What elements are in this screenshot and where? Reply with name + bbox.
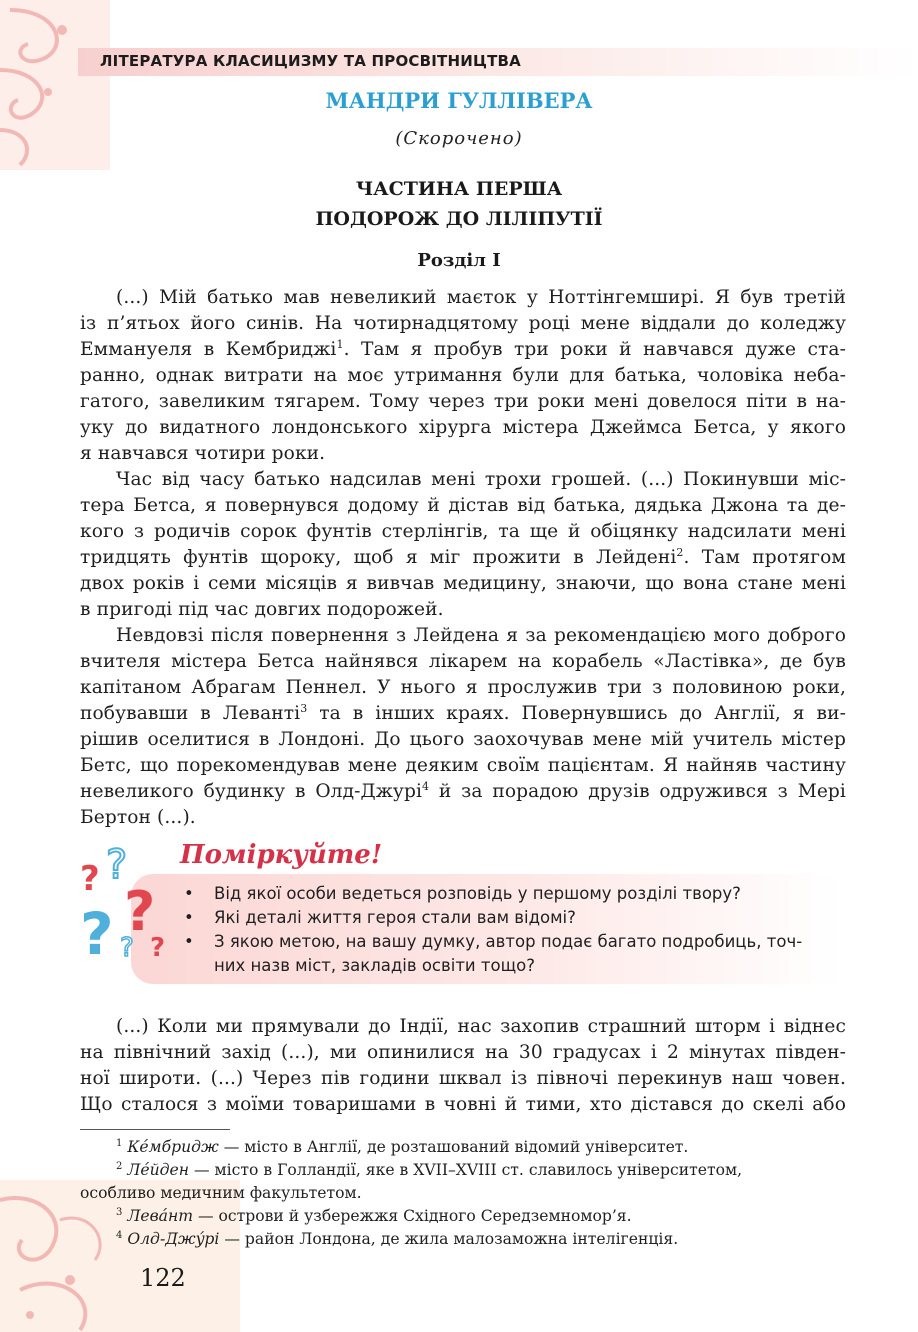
footnote xyxy=(80,1228,846,1251)
question-text: них назв міст, закладів освіти тощо? xyxy=(214,956,535,975)
footnote-ref: 2 xyxy=(676,545,684,559)
bullet: • xyxy=(184,932,194,951)
text-line: вчителя містера Бетса найнявся лікарем на корабель «Ластівка», де був xyxy=(80,651,846,672)
text-fragment: та в інших краях. Повернувшись до Англії, я ви- xyxy=(307,703,846,724)
text-line: Бетс, що порекомендував мене деяким своїм пацієнтам. Я найняв частину xyxy=(80,755,846,776)
list-item xyxy=(184,930,802,954)
footnote xyxy=(80,1205,846,1228)
text-line xyxy=(80,701,846,727)
svg-text:?: ? xyxy=(80,900,114,968)
svg-text:?: ? xyxy=(124,880,156,943)
text-line: на північний захід (...), ми опинилися на 30 градусах і 2 мінутах півден- xyxy=(80,1042,846,1063)
text-fragment: невеликого будинку в Олд-Джурі xyxy=(80,781,423,802)
svg-text:?: ? xyxy=(80,859,100,899)
text-line: кого з родичів сорок фунтів стерлінгів, та ще й обіцянку надсилати мені xyxy=(80,521,846,542)
text-line: Бертон (...). xyxy=(80,807,196,828)
subtitle: (Скорочено) xyxy=(395,128,523,149)
text-fragment: тридцять фунтів щороку, щоб я міг прожити в Лейдені xyxy=(80,547,677,568)
text-line: гатого, завеликим тягарем. Тому через три роки мені довелося піти в на- xyxy=(80,391,846,412)
running-header xyxy=(78,48,918,76)
text-fragment: . Там протягом xyxy=(683,547,846,568)
svg-text:?: ? xyxy=(150,933,166,963)
text-line: Невдовзі після повернення з Лейдена я за рекомендацією мого доброго xyxy=(116,625,846,646)
footnotes xyxy=(80,1136,846,1251)
text-line xyxy=(80,545,846,571)
part-heading-line2: ПОДОРОЖ ДО ЛІЛІПУТІЇ xyxy=(315,208,603,230)
text-line: із п’ятьох його синів. На чотирнадцятому році мене віддали до коледжу xyxy=(80,313,846,334)
footnote-number: 2 xyxy=(116,1160,123,1172)
paragraph-2 xyxy=(80,467,846,623)
paragraph-3 xyxy=(80,623,846,831)
text-line: (...) Мій батько мав невеликий маєток у Ноттінгемширі. Я був третій xyxy=(116,287,846,308)
chapter-heading: Розділ І xyxy=(417,250,501,271)
text-fragment: . Там я пробув три роки й навчався дуже ста- xyxy=(343,339,846,360)
question-list xyxy=(184,882,802,978)
text-line: я навчався чотири роки. xyxy=(80,443,326,464)
text-line: в пригоді під час довгих подорожей. xyxy=(80,599,444,620)
list-item-continuation xyxy=(184,954,802,978)
text-line: ної широти. (...) Через пів години шквал із півночі перекинув наш човен. xyxy=(80,1068,846,1089)
text-line: Що сталося з моїми товаришами в човні й тими, хто дістався до скелі або xyxy=(80,1094,846,1115)
list-item xyxy=(184,882,802,906)
footnote-term: Кéмбридж xyxy=(127,1138,219,1156)
footnote xyxy=(80,1136,846,1159)
footnote-text: — район Лондона, де жила малозаможна інтелігенція. xyxy=(219,1230,679,1248)
running-header-title: ЛІТЕРАТУРА КЛАСИЦИЗМУ ТА ПРОСВІТНИЦТВА xyxy=(100,52,521,70)
text-line: (...) Коли ми прямували до Індії, нас захопив страшний шторм і віднес xyxy=(116,1016,846,1037)
text-line: уку до видатного лондонського хірурга містера Джеймса Бетса, у якого xyxy=(80,417,846,438)
footnote-term: Лéйден xyxy=(127,1161,190,1179)
think-box xyxy=(76,838,846,990)
think-box-title: Поміркуйте! xyxy=(180,840,383,870)
text-line: ранно, однак витрати на моє утримання були для батька, чоловіка неба- xyxy=(80,365,846,386)
footnote-text: — місто в Голландії, яке в XVII–XVIII ст. славилось університетом, xyxy=(189,1161,743,1179)
footnote xyxy=(80,1159,846,1182)
paragraph-4 xyxy=(80,1014,846,1118)
bullet: • xyxy=(184,884,194,903)
svg-text:?: ? xyxy=(120,933,134,963)
page-title: МАНДРИ ГУЛЛІВЕРА xyxy=(325,88,593,113)
text-line xyxy=(80,337,846,363)
text-line xyxy=(80,779,846,805)
svg-text:?: ? xyxy=(106,842,128,888)
footnote-text: — острови й узбережжя Східного Середземномор’я. xyxy=(193,1207,632,1225)
part-heading-line1: ЧАСТИНА ПЕРША xyxy=(355,178,563,200)
footnote-text: — місто в Англії, де розташований відомий університет. xyxy=(218,1138,689,1156)
footnote-term: Олд-Джýрі xyxy=(127,1230,220,1248)
footnote-term: Левáнт xyxy=(127,1207,194,1225)
text-line: двох років і семи місяців я вивчав медицину, знаючи, що вона стане мені xyxy=(80,573,846,594)
bullet: • xyxy=(184,908,194,927)
footnote-divider xyxy=(80,1129,230,1130)
text-fragment: й за порадою друзів одружився з Мері xyxy=(429,781,846,802)
text-line: тера Бетса, я повернувся додому й дістав від батька, дядька Джона та де- xyxy=(80,495,846,516)
question-text: З якою метою, на вашу думку, автор подає багато подробиць, точ- xyxy=(214,932,803,951)
text-line: Час від часу батько надсилав мені трохи грошей. (...) Покинувши міс- xyxy=(116,469,846,490)
text-fragment: Еммануеля в Кембриджі xyxy=(80,339,337,360)
footnote-number: 1 xyxy=(116,1137,123,1149)
footnote-number: 4 xyxy=(116,1229,123,1241)
text-fragment: побувавши в Леванті xyxy=(80,703,301,724)
question-marks-icon xyxy=(76,838,186,988)
footnote-ref: 1 xyxy=(336,337,344,351)
list-item xyxy=(184,906,802,930)
footnote-ref: 4 xyxy=(422,779,430,793)
text-line: рішив оселитися в Лондоні. До цього заохочував мене мій учитель містер xyxy=(80,729,846,750)
question-text: Від якої особи ведеться розповідь у першому розділі твору? xyxy=(214,884,741,903)
footnote-number: 3 xyxy=(116,1206,123,1218)
page-number: 122 xyxy=(140,1264,186,1292)
footnote-ref: 3 xyxy=(300,701,308,715)
question-text: Які деталі життя героя стали вам відомі? xyxy=(214,908,576,927)
paragraph-1 xyxy=(80,285,846,467)
text-line: капітаном Абрагам Пеннел. У нього я прослужив три з половиною роки, xyxy=(80,677,846,698)
footnote-continuation: особливо медичним факультетом. xyxy=(80,1184,362,1202)
